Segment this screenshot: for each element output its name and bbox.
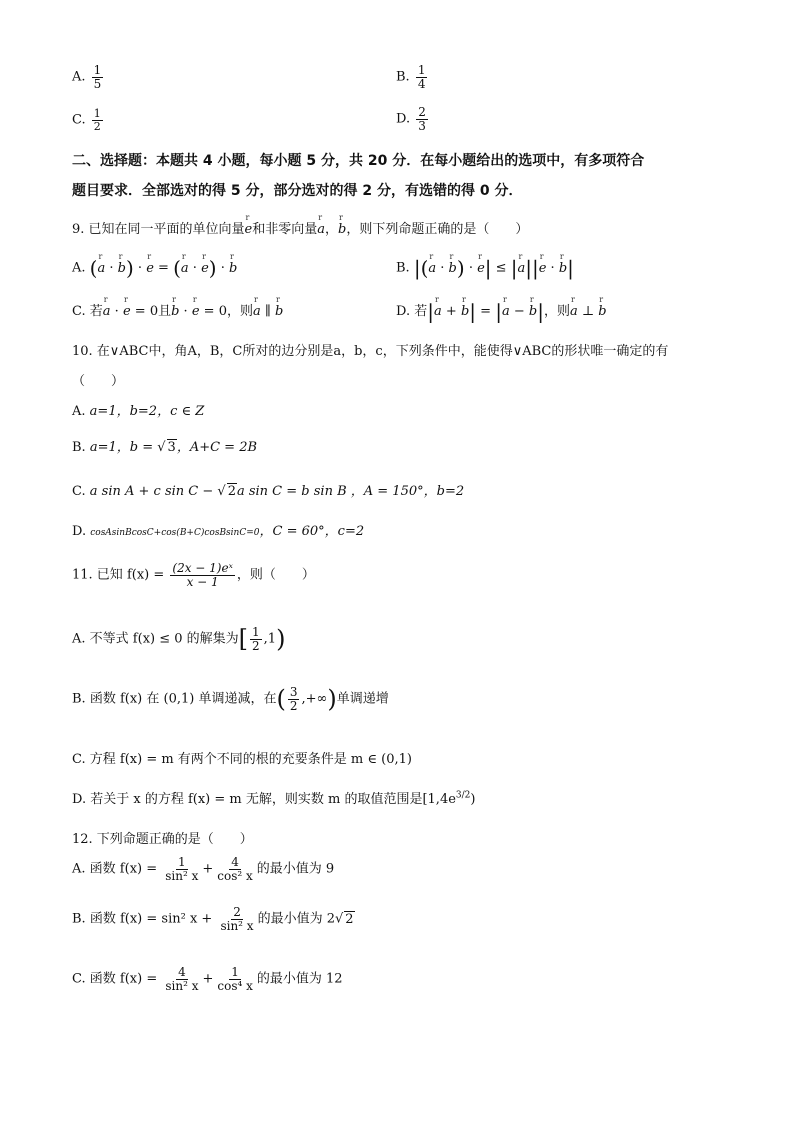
q11-option-b: B. 函数 f(x) 在 (0,1) 单调递减，在( $\frac{3}{2}$ ,+∞)单调递增 [72,685,389,714]
q9-option-c: C. 若r a · r e = 0且r b · r e = 0，则r a ∥ r b [72,300,283,319]
q8-option-d: D. $\frac{2}{3}$ [396,105,426,133]
q8-option-b: B. $\frac{1}{4}$ [396,63,426,91]
q11-option-c: C. 方程 f(x) = m 有两个不同的根的充要条件是 m ∈ (0,1) [72,752,412,767]
q10-option-d: D. cosAsinBcosC+cos(B+C)cosBsinC=0，C = 60°，c=2 [72,524,365,539]
q11-stem: 11. 已知 f(x) = $\frac{\text{(2x − 1)eˣ}}{x - 1}$ ，则（ ） [72,561,315,589]
q12-stem: 12. 下列命题正确的是（ ） [72,832,253,847]
q12-option-b: B. 函数 f(x) = sin² x + $\frac{2}{\text{sin² x}}$ 的最小值为 2√ 2 [72,905,354,933]
q8-option-c: C. $\frac{1}{2}$ [72,107,101,133]
q9-stem: 9. 已知在同一平面的单位向量r e和非零向量r a，r b，则下列命题正确的是（ ） [72,218,528,237]
q12-option-a: A. 函数 f(x) = $\frac{1}{\text{sin² x}}$ + $\frac{4}{\text{cos² x}}$ 的最小值为 9 [72,855,335,883]
q10-stem-line1: 10. 在∨ABC中，角A，B，C所对的边分别是a，b，c，下列条件中，能使得∨ABC的形状唯一确定的有 [72,344,669,359]
q9-option-d: D. 若|r a + r b| = |r a − r b|，则r a ⊥ r b [396,300,607,322]
section2-heading-line2: 题目要求．全部选对的得 5 分，部分选对的得 2 分，有选错的得 0 分． [72,183,523,199]
q10-option-b: B. a=1，b = √ 3，A+C = 2B [72,440,258,455]
q11-option-d: D. 若关于 x 的方程 f(x) = m 无解，则实数 m 的取值范围是$[1,4e^{3/2})$ [72,790,476,807]
q11-option-a: A. 不等式 f(x) ≤ 0 的解集为[ $\frac{1}{2}$ ,1) [72,625,286,654]
q8-option-a: A. $\frac{1}{5}$ [72,63,102,91]
q10-stem-line2: （ ） [72,374,125,389]
q10-option-c: C. a sin A + c sin C − √ 2a sin C = b sin B ，A = 150°，b=2 [72,484,465,499]
q9-option-a: A. (r a · r b) · r e = (r a · r e) · r b [72,258,237,278]
q12-option-c: C. 函数 f(x) = $\frac{4}{\text{sin² x}}$ + $\frac{1}{\text{cos⁴ x}}$ 的最小值为 12 [72,965,343,993]
q10-option-a: A. a=1，b=2，c ∈ Z [72,404,205,419]
section2-heading-line1: 二、选择题：本题共 4 小题，每小题 5 分，共 20 分．在每小题给出的选项中，有多项符合 [72,153,645,169]
q9-option-b: B. |(r a · r b) · r e| ≤ |r a||r e · r b| [396,258,574,278]
